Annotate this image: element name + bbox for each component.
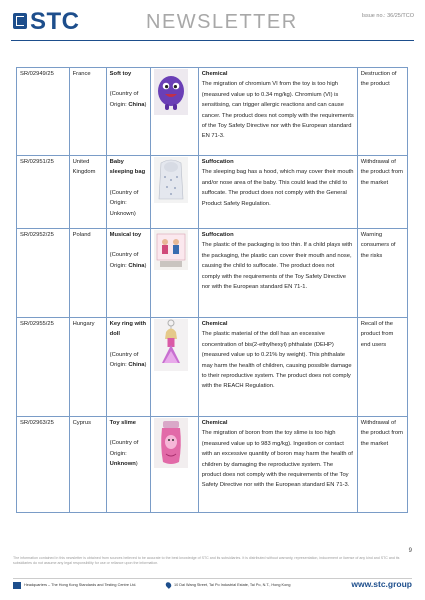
country-cell: France xyxy=(69,68,106,156)
header xyxy=(0,0,425,42)
product-cell: Key ring with doll (Country of Origin: China) xyxy=(106,318,150,417)
risk-description: The migration of chromium VI from the toy is too high (measured value up to 0.34 mg/kg). Chromium (VI) is sensitising, can trigger allergic reactions and can cause cancer. The product does not comply with the requirements of the Toy Safety Directive nor with the European standard EN 71-3. xyxy=(201,81,354,140)
risk-description: The plastic material of the doll has an excessive concentration of bis(2-ethylhexyl) phthalate (DEHP) (measured value up to 0.21% by weight). This phthalate may harm the health of children, causing possible damage to their reproductive system. The product does not comply with the REACH Regulation. xyxy=(201,331,352,390)
origin-label: (Country of Origin: xyxy=(109,252,139,269)
recall-table xyxy=(16,67,408,513)
risk-cell xyxy=(198,417,357,513)
newsletter-title: NEWSLETTER xyxy=(146,11,298,33)
product-photo-cell xyxy=(150,318,198,417)
product-cell: Musical toy (Country of Origin: China) xyxy=(106,229,150,318)
origin-label: (Country of Origin: xyxy=(109,440,139,457)
measure-cell: Warning consumers of the risks xyxy=(357,229,407,318)
location-pin-icon xyxy=(165,581,173,589)
table-row xyxy=(17,229,408,318)
reference-cell: SR/02951/25 xyxy=(17,156,70,229)
risk-category: Chemical xyxy=(201,420,228,426)
purple-plush-toy-icon xyxy=(154,69,188,115)
origin-value: China xyxy=(128,262,145,269)
table-row xyxy=(17,68,408,156)
baby-sleeping-bag-icon xyxy=(154,157,188,203)
risk-category: Chemical xyxy=(201,321,228,327)
risk-category: Suffocation xyxy=(201,232,234,238)
stc-logo-icon xyxy=(13,13,27,29)
disclaimer: The information contained in this newsletter is obtained from sources believed to be accurate to the best knowledge of STC and its subsidiaries. It is distributed without warranty, representation, inducement or license of any kind and STC and its subsidiaries do not assume any legal responsibility for use or reliance upon the information. xyxy=(13,556,400,565)
measure-cell: Withdrawal of the product from the market xyxy=(357,417,407,513)
origin-value: Unknown xyxy=(109,461,136,468)
reference-cell: SR/02952/25 xyxy=(17,229,70,318)
risk-cell xyxy=(198,318,357,417)
risk-description: The sleeping bag has a hood, which may cover their mouth and/or nose area of the baby. This could lead the child to suffocate. The product does not comply with the General Product Safety Regulation. xyxy=(201,169,354,207)
issue-number: Issue no.: 36/25/TCO xyxy=(361,13,414,19)
product-photo-cell xyxy=(150,156,198,229)
product-name: Musical toy xyxy=(109,232,142,238)
country-cell: Poland xyxy=(69,229,106,318)
reference-cell: SR/02955/25 xyxy=(17,318,70,417)
footer xyxy=(13,578,412,593)
headquarters-text: Headquarters – The Hong Kong Standards and Testing Centre Ltd. xyxy=(24,583,137,587)
table-row xyxy=(17,318,408,417)
building-icon xyxy=(13,582,21,589)
product-photo-cell xyxy=(150,229,198,318)
product-cell: Soft toy (Country of Origin: China) xyxy=(106,68,150,156)
risk-category: Suffocation xyxy=(201,159,234,165)
product-cell: Toy slime (Country of Origin: Unknown) xyxy=(106,417,150,513)
origin-value: Unknown xyxy=(109,210,134,217)
reference-cell: SR/02963/25 xyxy=(17,417,70,513)
product-name: Toy slime xyxy=(109,420,136,426)
musical-toy-package-icon xyxy=(154,230,188,270)
doll-key-ring-icon xyxy=(154,319,188,371)
risk-description: The migration of boron from the toy slime is too high (measured value up to 983 mg/kg). Ingestion or contact with an excessive quantity of boron may harm the health of children by damaging the reproductive system. The product does not comply with the requirements of the Toy Safety Directive nor with the European standard EN 71-3. xyxy=(201,430,353,489)
risk-cell xyxy=(198,229,357,318)
table-row xyxy=(17,417,408,513)
page-number: 9 xyxy=(408,548,412,554)
measure-cell: Destruction of the product xyxy=(357,68,407,156)
risk-description: The plastic of the packaging is too thin. If a child plays with the packaging, the plastic can cover their mouth and nose, causing the child to suffocate. The product does not comply with the requirements of the Toy Safety Directive nor with the European standard EN 71-1. xyxy=(201,242,353,291)
product-name: Soft toy xyxy=(109,71,132,77)
origin-label: (Country of Origin: xyxy=(109,351,139,369)
country-cell: Cyprus xyxy=(69,417,106,513)
reference-cell: SR/02949/25 xyxy=(17,68,70,156)
origin-value: China xyxy=(128,362,145,369)
origin-label: (Country of Origin: xyxy=(109,189,139,207)
risk-category: Chemical xyxy=(201,71,228,77)
product-photo-cell xyxy=(150,417,198,513)
slime-container-icon xyxy=(154,418,188,468)
product-name: Baby sleeping bag xyxy=(109,159,146,176)
address-text: 10 Dai Wang Street, Tai Po Industrial Estate, Tai Po, N.T., Hong Kong xyxy=(174,583,291,587)
risk-cell xyxy=(198,156,357,229)
measure-cell: Recall of the product from end users xyxy=(357,318,407,417)
origin-value: China xyxy=(128,101,145,108)
country-cell: United Kingdom xyxy=(69,156,106,229)
header-divider xyxy=(11,40,414,41)
product-cell: Baby sleeping bag (Country of Origin: Unknown) xyxy=(106,156,150,229)
origin-label: (Country of Origin: xyxy=(109,91,139,108)
product-photo-cell xyxy=(150,68,198,156)
country-cell: Hungary xyxy=(69,318,106,417)
table-row xyxy=(17,156,408,229)
measure-cell: Withdrawal of the product from the market xyxy=(357,156,407,229)
logo-text: STC xyxy=(30,8,80,35)
product-name: Key ring with doll xyxy=(109,321,147,338)
risk-cell xyxy=(198,68,357,156)
website-link[interactable]: www.stc.group xyxy=(351,579,412,589)
